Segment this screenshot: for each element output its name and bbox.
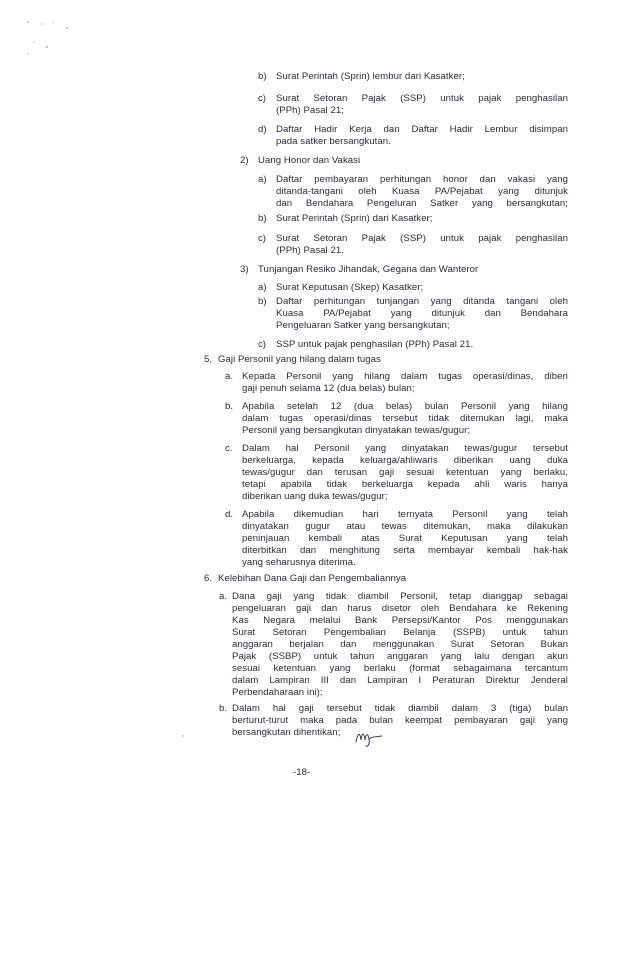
item-text: tewas/gugur dan terusan gaji sesuai ketentuan yang berlaku, <box>242 467 568 478</box>
item-text: Gaji Personil yang hilang dalam tugas <box>218 354 381 365</box>
item-text: Surat Setoran Pajak (SSP) untuk pajak penghasilan <box>276 233 568 244</box>
item-text: dalam Lampiran III dan Lampiran I Peraturan Direktur Jenderal <box>232 675 568 686</box>
item-text: ditanda-tangani oleh Kuasa PA/Pejabat yang ditunjuk <box>276 186 568 197</box>
item-text: gaji penuh selama 12 (dua belas) bulan; <box>242 383 415 394</box>
item-label: d) <box>258 124 267 135</box>
item-text: Uang Honor dan Vakasi <box>258 155 361 166</box>
item-text: pada satker bersangkutan. <box>276 136 391 147</box>
item-label: 2) <box>240 155 249 166</box>
item-text: Dana gaji yang tidak diambil Personil, tetap dianggap sebagai <box>232 591 568 602</box>
page-number: -18- <box>293 767 311 778</box>
item-label: c. <box>225 443 233 454</box>
item-text: SSP untuk pajak penghasilan (PPh) Pasal 21. <box>276 339 474 350</box>
item-label: 3) <box>240 264 249 275</box>
item-label: b. <box>225 401 234 412</box>
item-text: peninjauan kembali atas Surat Keputusan yang telah <box>242 533 568 544</box>
item-text: anggaran berjalan dan menggunakan Surat Setoran Bukan <box>232 639 568 650</box>
item-label: a) <box>258 282 267 293</box>
item-text: Surat Keputusan (Skep) Kasatker; <box>276 282 424 293</box>
item-label: a. <box>225 371 234 382</box>
item-text: Kelebihan Dana Gaji dan Pengembaliannya <box>218 573 407 584</box>
item-label: b) <box>258 71 267 82</box>
item-text: yang seharusnya diterima. <box>242 557 356 568</box>
item-label: b. <box>219 703 228 714</box>
item-text: Dalam hal gaji tersebut tidak diambil dalam 3 (tiga) bulan <box>232 703 568 714</box>
item-text: Pengeluaran Satker yang bersangkutan; <box>276 320 450 331</box>
item-text: Perbendaharaan ini); <box>232 687 323 698</box>
item-text: (PPh) Pasal 21; <box>276 105 344 116</box>
item-text: dalam tugas operasi/dinas tersebut tidak ditemukan lagi, maka <box>242 413 568 424</box>
item-text: Apabila setelah 12 (dua belas) bulan Personil yang hilang <box>242 401 568 412</box>
item-text: (PPh) Pasal 21. <box>276 245 344 256</box>
item-label: 5. <box>204 354 213 365</box>
item-label: c) <box>258 93 266 104</box>
item-text: Surat Setoran Pengembalian Belanja (SSPB) untuk tahun <box>232 627 568 638</box>
item-text: diberikan uang duka tewas/gugur; <box>242 491 388 502</box>
item-text: Daftar pembayaran perhitungan honor dan vakasi yang <box>276 174 568 185</box>
item-text: diterbitkan dan menghitung serta membayar kembali hak-hak <box>242 545 568 556</box>
item-text: Tunjangan Resiko Jihandak, Gegana dan Wanteror <box>258 264 479 275</box>
item-text: Surat Perintah (Sprin) lembur dari Kasatker; <box>276 71 465 82</box>
item-text: Daftar Hadir Kerja dan Daftar Hadir Lembur disimpan <box>276 124 568 135</box>
item-text: berturut-turut maka pada bulan keempat pembayaran gaji yang <box>232 715 568 726</box>
item-text: Kas Negara melalui Bank Persepsi/Kantor Pos menggunakan <box>232 615 568 626</box>
item-text: Kuasa PA/Pejabat yang ditunjuk dan Bendahara <box>276 308 568 319</box>
scan-specks <box>22 20 82 60</box>
item-text: dinyatakan gugur atau tewas ditemukan, maka dilakukan <box>242 521 568 532</box>
item-label: c) <box>258 233 266 244</box>
item-text: bersangkutan dihentikan; <box>232 727 341 738</box>
item-text: Apabila dikemudian hari ternyata Personil yang telah <box>242 509 568 520</box>
item-text: sesuai ketentuan yang berlaku (format sebagaimana tercantum <box>232 663 568 674</box>
item-text: tetapi apabila tidak berkeluarga kepada ahli waris hanya <box>242 479 568 490</box>
item-text: Surat Perintah (Sprin) dari Kasatker; <box>276 213 433 224</box>
item-label: a. <box>219 591 228 602</box>
item-text: Dalam hal Personil yang dinyatakan tewas/gugur tersebut <box>242 443 568 454</box>
item-text: Kepada Personil yang hilang dalam tugas operasi/dinas, diberi <box>242 371 568 382</box>
scan-speck <box>181 734 185 738</box>
signature-initial <box>354 728 384 748</box>
item-text: pengeluaran gaji dan harus disetor oleh Bendahara ke Rekening <box>232 603 568 614</box>
item-label: d. <box>225 509 234 520</box>
item-text: Personil yang bersangkutan dinyatakan tewas/gugur; <box>242 425 471 436</box>
item-label: b) <box>258 213 267 224</box>
item-text: Pajak (SSBP) untuk tahun anggaran yang lalu dengan akun <box>232 651 568 662</box>
item-label: 6. <box>204 573 213 584</box>
item-text: Daftar perhitungan tunjangan yang ditanda tangani oleh <box>276 296 568 307</box>
item-text: Surat Setoran Pajak (SSP) untuk pajak penghasilan <box>276 93 568 104</box>
item-label: b) <box>258 296 267 307</box>
item-text: berkeluarga, kepada keluarga/ahliwaris diberikan uang duka <box>242 455 568 466</box>
item-text: dan Bendahara Pengeluran Satker yang bersangkutan; <box>276 198 568 209</box>
item-label: a) <box>258 174 267 185</box>
item-label: c) <box>258 339 266 350</box>
